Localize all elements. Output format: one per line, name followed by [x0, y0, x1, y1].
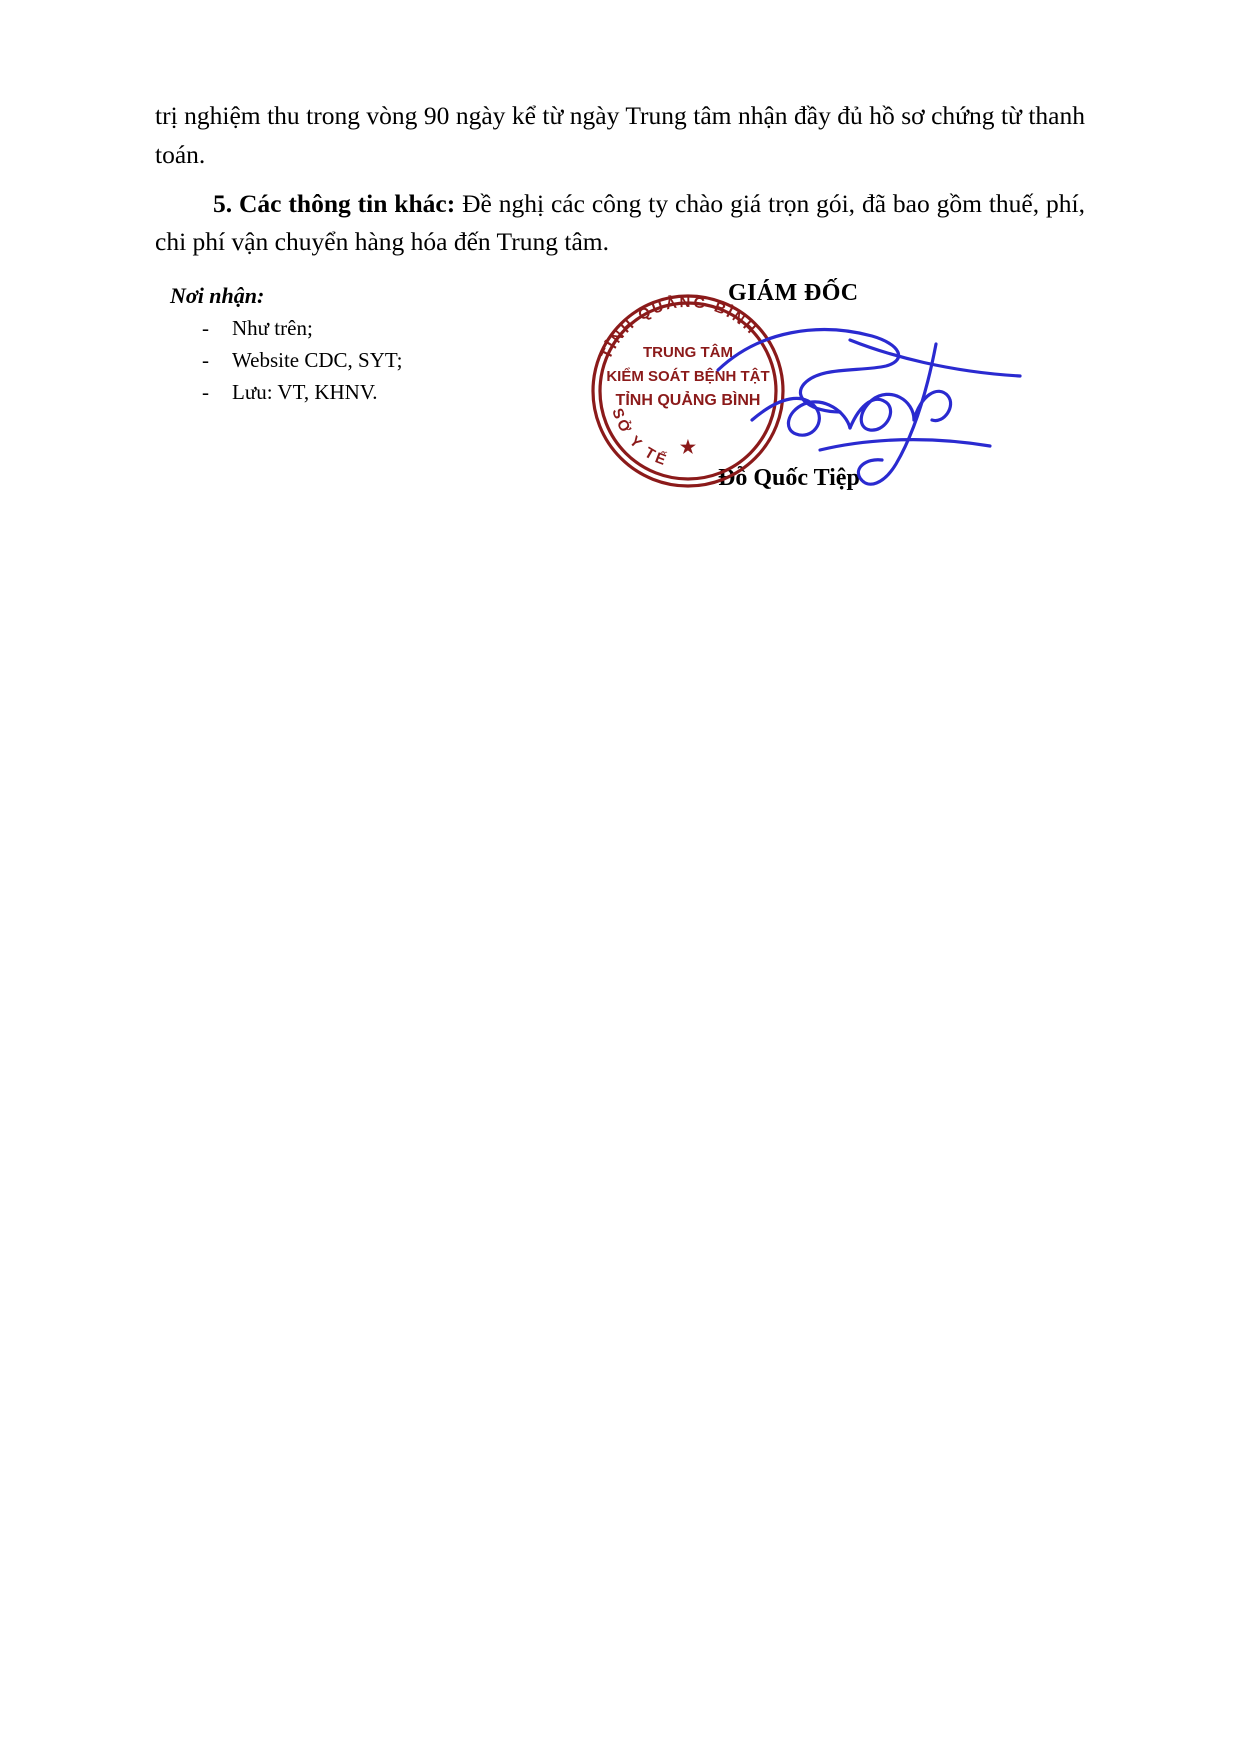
- list-item: [170, 345, 590, 377]
- document-body: [155, 97, 1085, 262]
- list-item: [170, 313, 590, 345]
- paragraph-carryover: trị nghiệm thu trong vòng 90 ngày kể từ ngày Trung tâm nhận đầy đủ hồ sơ chứng từ thanh toán.: [155, 101, 1085, 169]
- recipients-block: [170, 283, 590, 409]
- paragraph-section-5: [155, 185, 1085, 263]
- signature-name: Đỗ Quốc Tiệp: [718, 465, 860, 491]
- svg-text:TRUNG TÂM: TRUNG TÂM: [643, 344, 733, 361]
- list-item-label: Lưu: VT, KHNV.: [232, 379, 378, 404]
- list-item-label: Website CDC, SYT;: [232, 347, 403, 372]
- list-bullet: -: [202, 379, 209, 404]
- svg-text:SỞ Y TẾ: SỞ Y TẾ: [608, 406, 671, 470]
- section-5-body: Đề nghị các công ty chào giá trọn gói, đã bao gồm thuế, phí, chi phí vận chuyển hàng hóa đến Trung tâm.: [155, 188, 1085, 257]
- svg-text:TỈNH QUẢNG BÌNH: TỈNH QUẢNG BÌNH: [597, 293, 761, 362]
- signature-title: GIÁM ĐỐC: [728, 280, 859, 306]
- svg-text:TỈNH QUẢNG BÌNH: TỈNH QUẢNG BÌNH: [615, 392, 761, 409]
- svg-text:KIỂM SOÁT BỆNH TẬT: KIỂM SOÁT BỆNH TẬT: [606, 368, 770, 385]
- list-bullet: -: [202, 316, 209, 340]
- list-item: [170, 377, 590, 409]
- svg-text:★: ★: [679, 437, 697, 457]
- section-5-heading: 5. Các thông tin khác:: [213, 188, 456, 218]
- list-bullet: -: [202, 347, 209, 372]
- recipients-title: Nơi nhận:: [170, 283, 265, 308]
- recipients-list: [170, 313, 590, 409]
- list-item-label: Như trên;: [232, 316, 313, 340]
